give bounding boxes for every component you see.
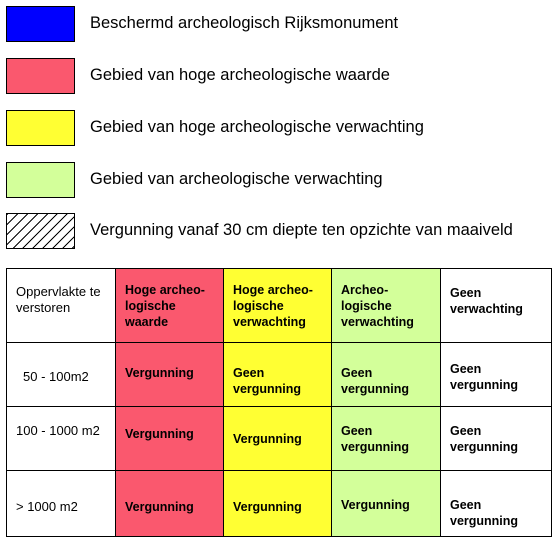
legend-item-hoge-verwachting — [6, 110, 546, 146]
table-cell: Geen vergunning — [441, 471, 552, 537]
table-header-row — [7, 269, 552, 343]
column-header-geen-verwachting: Geen verwachting — [441, 269, 552, 343]
legend-item-verwachting — [6, 162, 546, 198]
legend-item-rijksmonument — [6, 6, 546, 42]
legend-label: Gebied van archeologische verwachting — [90, 170, 383, 188]
table-row — [7, 343, 552, 407]
table-cell: Geen vergunning — [332, 343, 441, 407]
legend-swatch-yellow — [6, 110, 75, 146]
legend-item-vergunning-30cm — [6, 213, 546, 249]
legend-label: Beschermd archeologisch Rijksmonument — [90, 14, 399, 32]
table-cell: Geen vergunning — [441, 343, 552, 407]
column-header-hoge-verwachting: Hoge archeo-logische verwachting — [224, 269, 332, 343]
column-header-verwachting: Archeo-logische verwachting — [332, 269, 441, 343]
legend-swatch-green — [6, 162, 75, 198]
table-row — [7, 407, 552, 471]
table-cell: Vergunning — [224, 471, 332, 537]
legend-label: Gebied van hoge archeologische waarde — [90, 66, 390, 84]
table-row — [7, 471, 552, 537]
row-header: 100 - 1000 m2 — [7, 407, 116, 471]
row-header: > 1000 m2 — [7, 471, 116, 537]
legend-label: Vergunning vanaf 30 cm diepte ten opzichte van maaiveld — [90, 221, 513, 239]
row-header: 50 - 100m2 — [7, 343, 116, 407]
legend-label: Gebied van hoge archeologische verwachting — [90, 118, 424, 136]
legend-item-hoge-waarde — [6, 58, 546, 94]
legend-swatch-hatched — [6, 213, 75, 249]
column-header-oppervlakte: Oppervlakte te verstoren — [7, 269, 116, 343]
table-cell: Vergunning — [116, 471, 224, 537]
table-cell: Geen vergunning — [224, 343, 332, 407]
legend-swatch-red — [6, 58, 75, 94]
column-header-hoge-waarde: Hoge archeo-logische waarde — [116, 269, 224, 343]
table-cell: Vergunning — [116, 343, 224, 407]
legend-swatch-blue — [6, 6, 75, 42]
table-cell: Vergunning — [116, 407, 224, 471]
table-cell: Vergunning — [224, 407, 332, 471]
table-cell: Geen vergunning — [441, 407, 552, 471]
table-cell: Vergunning — [332, 471, 441, 537]
permit-matrix-table — [6, 268, 552, 537]
table-cell: Geen vergunning — [332, 407, 441, 471]
